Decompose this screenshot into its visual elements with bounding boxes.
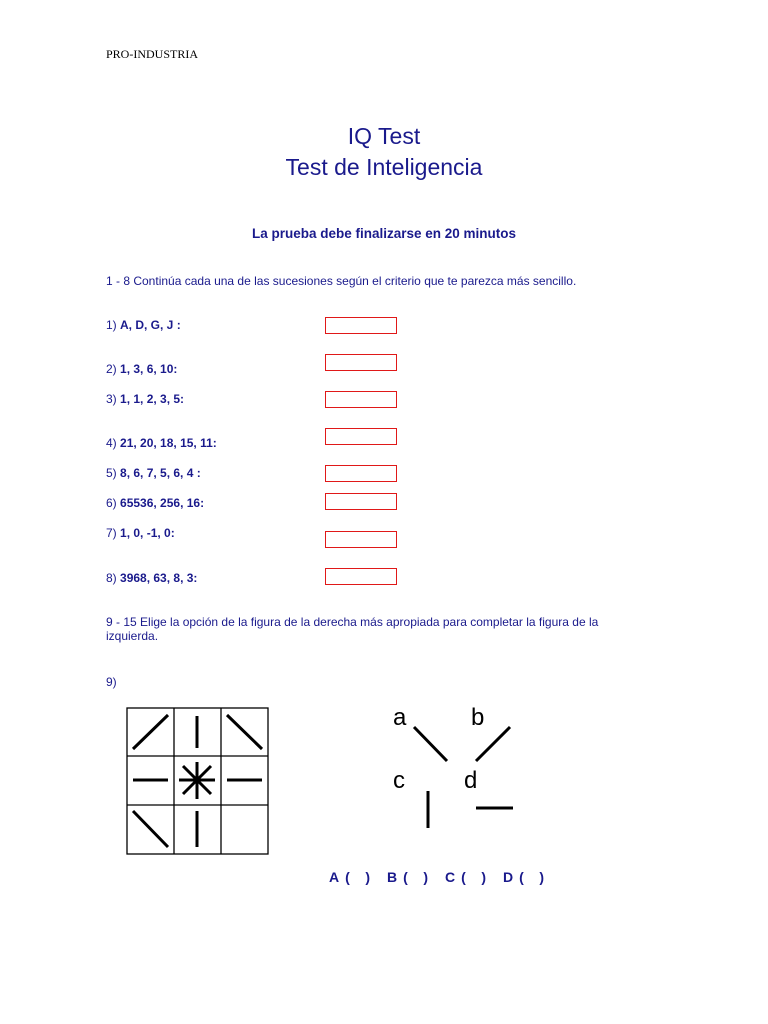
question-text: 3968, 63, 8, 3: — [120, 571, 198, 585]
cell-star — [179, 762, 215, 799]
question-3 — [106, 392, 184, 406]
question-text: 21, 20, 18, 15, 11: — [120, 436, 217, 450]
question-8 — [106, 571, 197, 585]
answer-field-3[interactable] — [325, 391, 397, 408]
question-text: A, D, G, J : — [120, 318, 181, 332]
question-number: 4) — [106, 436, 117, 450]
question-number: 7) — [106, 526, 117, 540]
cell-backslash — [133, 811, 168, 847]
option-figures — [400, 715, 530, 835]
question-5 — [106, 466, 201, 480]
question-number: 2) — [106, 362, 117, 376]
question-7 — [106, 526, 175, 540]
cell-backslash — [227, 715, 262, 749]
cell-slash — [133, 715, 168, 749]
figure-grid — [126, 707, 269, 855]
question-text: 65536, 256, 16: — [120, 496, 205, 510]
answer-field-2[interactable] — [325, 354, 397, 371]
question-number: 8) — [106, 571, 117, 585]
question-text: 1, 1, 2, 3, 5: — [120, 392, 185, 406]
question-text: 1, 0, -1, 0: — [120, 526, 175, 540]
question-number: 5) — [106, 466, 117, 480]
answer-field-4[interactable] — [325, 428, 397, 445]
choice-b[interactable]: B ( ) — [387, 869, 429, 885]
question-text: 1, 3, 6, 10: — [120, 362, 178, 376]
time-limit-note: La prueba debe finalizarse en 20 minutos — [251, 226, 517, 241]
option-label-c: c — [393, 767, 405, 794]
question-1 — [106, 318, 181, 332]
title-line-2: Test de Inteligencia — [285, 154, 483, 180]
answer-choices — [329, 869, 557, 885]
question-number: 3) — [106, 392, 117, 406]
header-org: PRO-INDUSTRIA — [106, 47, 199, 61]
choice-d[interactable]: D ( ) — [503, 869, 545, 885]
answer-field-8[interactable] — [325, 568, 397, 585]
question-6 — [106, 496, 204, 510]
option-b-slash — [476, 727, 510, 761]
question-4 — [106, 436, 217, 450]
question-2 — [106, 362, 177, 376]
answer-field-7[interactable] — [325, 531, 397, 548]
option-label-d: d — [464, 767, 478, 794]
option-label-b: b — [471, 704, 485, 731]
section-2-instruction: 9 - 15 Elige la opción de la figura de la derecha más apropiada para completar la figura de la izquierda. — [106, 615, 599, 643]
question-number: 6) — [106, 496, 117, 510]
question-number: 1) — [106, 318, 117, 332]
title-line-1: IQ Test — [347, 123, 421, 149]
option-label-a: a — [393, 704, 407, 731]
question-9-number: 9) — [106, 675, 117, 689]
section-1-instruction: 1 - 8 Continúa cada una de las sucesiones según el criterio que te parezca más sencillo. — [106, 274, 577, 288]
answer-field-6[interactable] — [325, 493, 397, 510]
question-text: 8, 6, 7, 5, 6, 4 : — [120, 466, 201, 480]
choice-c[interactable]: C ( ) — [445, 869, 487, 885]
answer-field-5[interactable] — [325, 465, 397, 482]
choice-a[interactable]: A ( ) — [329, 869, 371, 885]
page-title — [0, 121, 768, 183]
option-a-backslash — [414, 727, 447, 761]
answer-field-1[interactable] — [325, 317, 397, 334]
